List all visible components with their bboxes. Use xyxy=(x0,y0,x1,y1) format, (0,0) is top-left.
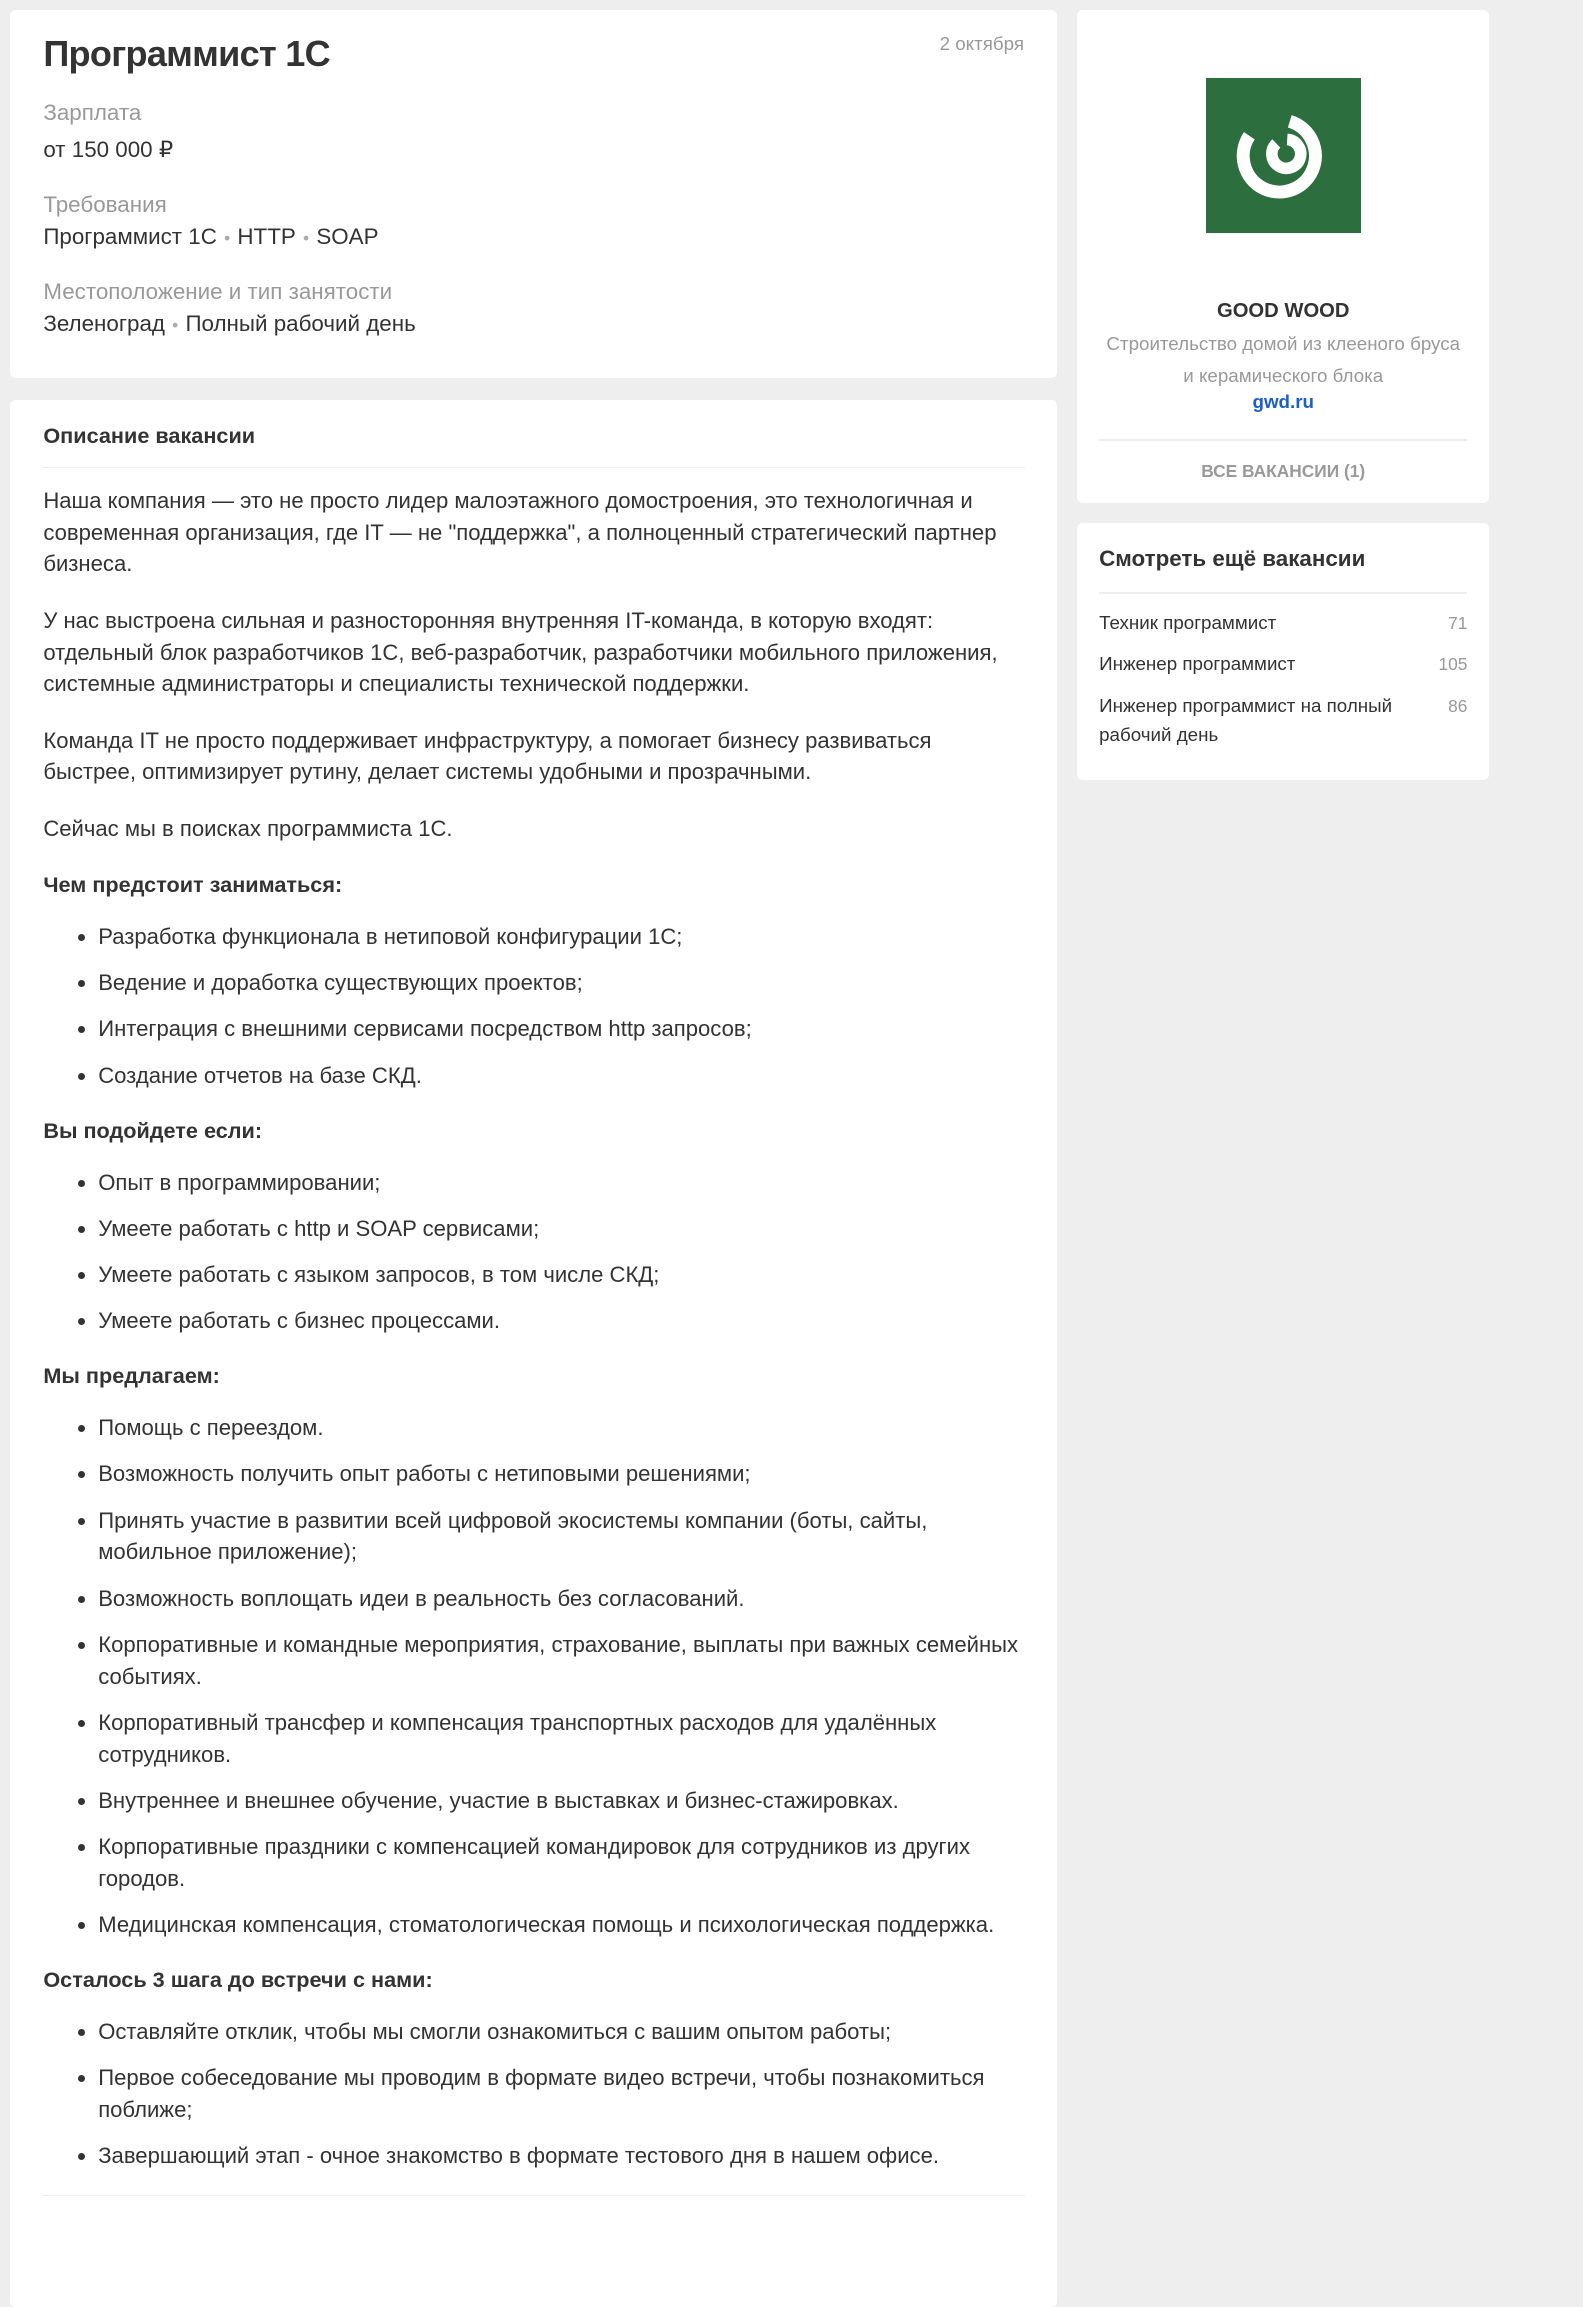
vacancy-link-title[interactable]: Инженер программист на полный рабочий день xyxy=(1099,694,1393,745)
list-item: • Корпоративный трансфер и компенсация транспортных расходов для удалённых сотрудников. xyxy=(98,1707,1025,1771)
vacancy-count: 71 xyxy=(1448,613,1468,634)
description-body xyxy=(43,485,1025,2172)
more-vacancies-heading: Смотреть ещё вакансии xyxy=(1099,545,1366,571)
location-label: Местоположение и тип занятости xyxy=(43,278,393,304)
list-item: • Возможность получить опыт работы с нетиповыми решениями; xyxy=(98,1458,1025,1490)
list-item: • Опыт в программировании; xyxy=(98,1167,1025,1199)
all-vacancies-link[interactable]: ВСЕ ВАКАНСИИ (1) xyxy=(1201,460,1366,481)
location-value xyxy=(43,311,415,337)
spiral-logo-icon xyxy=(1206,78,1361,233)
list-item: • Умеете работать с http и SOAP сервисами; xyxy=(98,1213,1025,1245)
list-item: • Помощь с переездом. xyxy=(98,1412,1025,1444)
separator-dot: • xyxy=(224,227,231,248)
salary-value: от 150 000 ₽ xyxy=(43,137,174,163)
company-description-line: Строительство домой из клееного бруса xyxy=(1106,332,1461,354)
requirement-tag: Программист 1С xyxy=(43,223,217,249)
section-heading: Вы подойдете если: xyxy=(43,1117,263,1143)
list-item: • Интеграция с внешними сервисами посредством http запросов; xyxy=(98,1013,1025,1045)
section-heading: Чем предстоит заниматься: xyxy=(43,872,343,898)
bullet-list xyxy=(43,1167,1025,1337)
vacancy-count: 105 xyxy=(1438,653,1468,674)
divider xyxy=(1099,439,1467,440)
paragraph: Сейчас мы в поисках программиста 1С. xyxy=(43,815,453,841)
paragraph: Команда IT не просто поддерживает инфраструктуру, а помогает бизнесу развиваться быстрее, оптимизирует рутину, делает системы удобными и прозрачными. xyxy=(43,727,932,785)
list-item: • Корпоративные праздники с компенсацией командировок для сотрудников из других городов. xyxy=(98,1831,1025,1895)
vacancy-link-title[interactable]: Техник программист xyxy=(1099,612,1277,634)
requirements-value xyxy=(43,224,378,250)
bullet-list xyxy=(43,2016,1025,2172)
paragraph: Наша компания — это не просто лидер малоэтажного домостроения, это технологичная и современная организация, где IT — не "поддержка", а полноценный стратегический партнер бизнеса. xyxy=(43,487,997,577)
requirements-label: Требования xyxy=(43,192,167,218)
vacancy-count: 86 xyxy=(1448,695,1468,716)
list-item: • Корпоративные и командные мероприятия, страхование, выплаты при важных семейных событиях. xyxy=(98,1629,1025,1693)
company-website-link[interactable]: gwd.ru xyxy=(1252,391,1314,413)
company-description-line: и керамического блока xyxy=(1183,364,1384,386)
list-item: • Внутреннее и внешнее обучение, участие в выставках и бизнес-стажировках. xyxy=(98,1785,1025,1817)
vacancy-summary-card xyxy=(10,10,1057,378)
list-item: • Оставляйте отклик, чтобы мы смогли ознакомиться с вашим опытом работы; xyxy=(98,2016,1025,2048)
vacancy-link-item[interactable] xyxy=(1099,650,1467,679)
section-heading: Мы предлагаем: xyxy=(43,1363,220,1389)
list-item: • Первое собеседование мы проводим в формате видео встречи, чтобы познакомиться поближе; xyxy=(98,2062,1025,2126)
list-item: • Разработка функционала в нетиповой конфигурации 1С; xyxy=(98,921,1025,953)
vacancy-title: Программист 1С xyxy=(43,33,330,75)
list-item: • Ведение и доработка существующих проектов; xyxy=(98,967,1025,999)
list-item: • Умеете работать с бизнес процессами. xyxy=(98,1305,1025,1337)
salary-label: Зарплата xyxy=(43,99,142,125)
separator-dot: • xyxy=(303,227,310,248)
vacancy-link-title[interactable]: Инженер программист xyxy=(1099,652,1296,674)
description-heading: Описание вакансии xyxy=(43,420,1025,467)
list-item: • Создание отчетов на базе СКД. xyxy=(98,1060,1025,1092)
company-logo[interactable] xyxy=(1206,78,1361,233)
bullet-list xyxy=(43,921,1025,1091)
requirement-tag: SOAP xyxy=(316,223,379,249)
requirement-tag: HTTP xyxy=(237,223,296,249)
vacancy-link-item[interactable] xyxy=(1099,609,1467,638)
separator-dot: • xyxy=(172,314,179,335)
company-description xyxy=(1092,328,1475,392)
divider xyxy=(1099,592,1467,593)
company-card xyxy=(1077,10,1489,503)
list-item: • Медицинская компенсация, стоматологическая помощь и психологическая поддержка. xyxy=(98,1909,1025,1941)
company-name[interactable]: GOOD WOOD xyxy=(1216,300,1350,323)
list-item: • Принять участие в развитии всей цифровой экосистемы компании (боты, сайты, мобильное приложение); xyxy=(98,1505,1025,1569)
more-vacancies-card xyxy=(1077,523,1489,780)
list-item: • Умеете работать с языком запросов, в том числе СКД; xyxy=(98,1259,1025,1291)
posted-date: 2 октября xyxy=(939,33,1024,55)
vacancy-description-card xyxy=(10,400,1057,2306)
employment-type: Полный рабочий день xyxy=(185,310,416,336)
bullet-list xyxy=(43,1412,1025,1941)
paragraph: У нас выстроена сильная и разносторонняя внутренняя IT-команда, в которую входят: отдельный блок разработчиков 1С, веб-разработчик, разработчики мобильного приложения, системные администраторы и специалисты технической поддержки. xyxy=(43,607,998,697)
location-city: Зеленоград xyxy=(43,310,165,336)
list-item: • Возможность воплощать идеи в реальность без согласований. xyxy=(98,1583,1025,1615)
list-item: • Завершающий этап - очное знакомство в формате тестового дня в нашем офисе. xyxy=(98,2140,1025,2172)
divider xyxy=(43,2195,1025,2196)
section-heading: Осталось 3 шага до встречи с нами: xyxy=(43,1966,433,1992)
vacancy-link-item[interactable] xyxy=(1099,692,1467,750)
